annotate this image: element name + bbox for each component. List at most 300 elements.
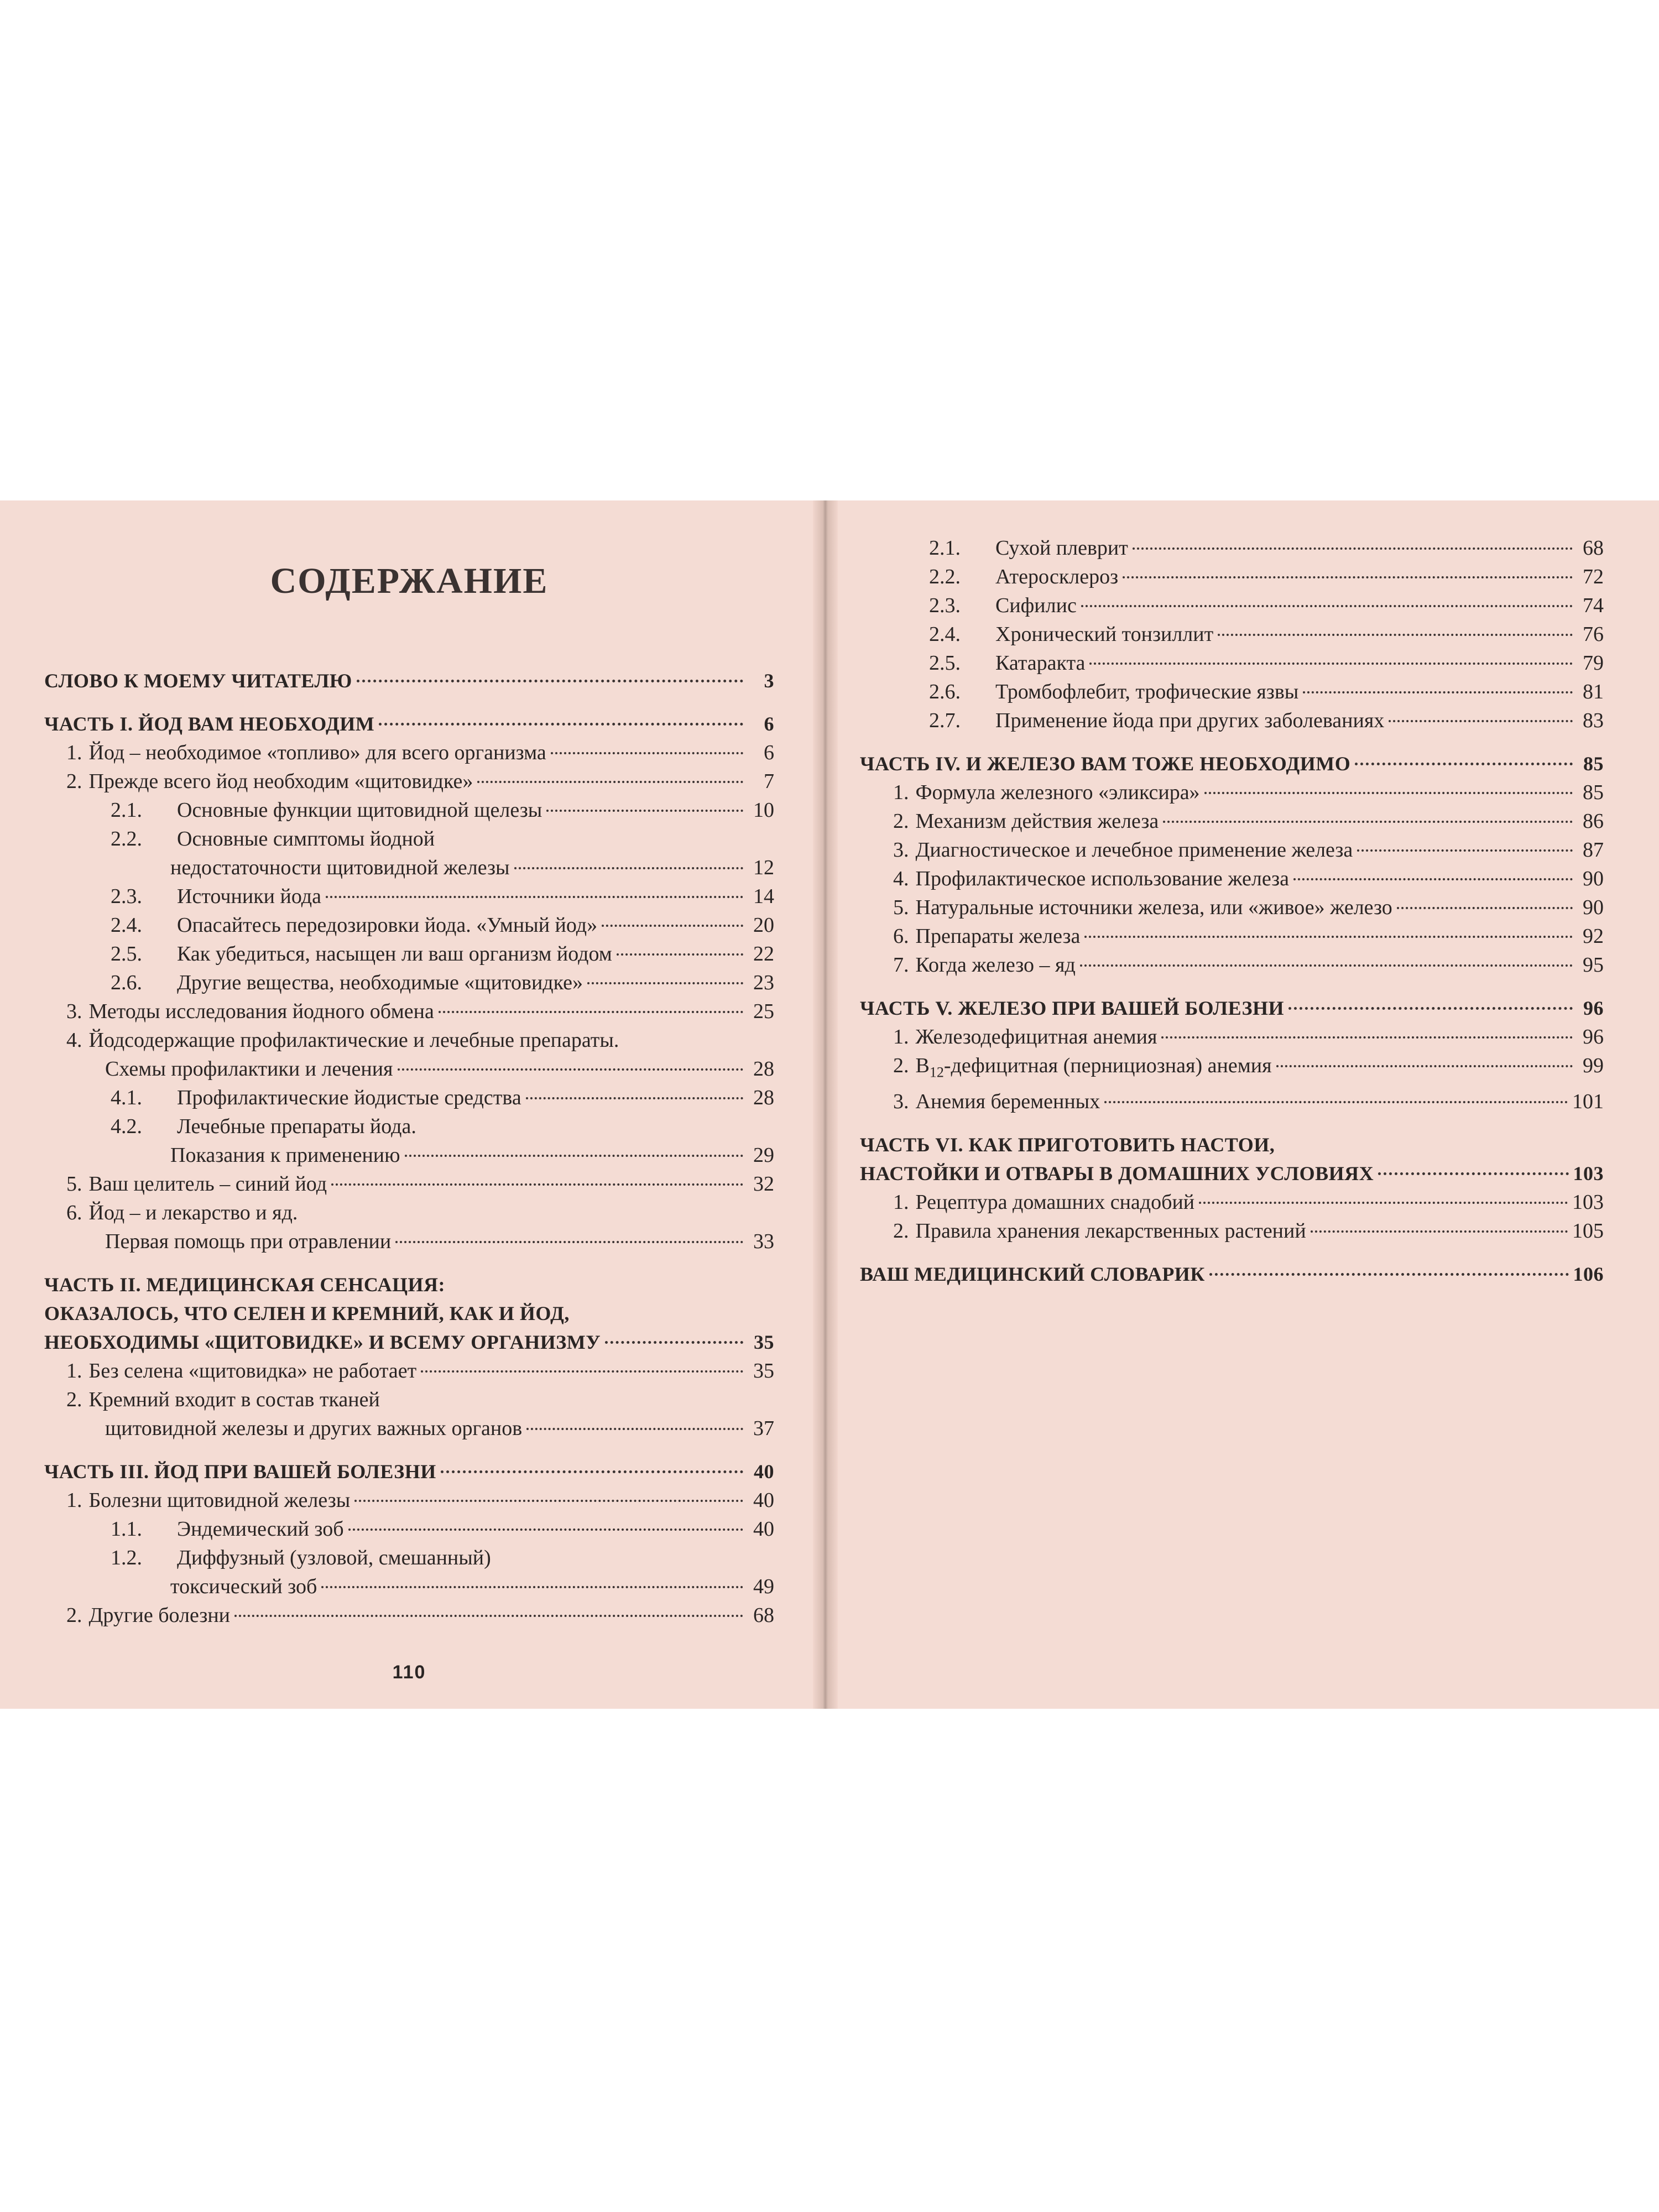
- toc-entry-label: [66, 1198, 298, 1227]
- toc-page-number: 86: [1583, 810, 1604, 833]
- toc-entry[interactable]: [44, 1601, 774, 1630]
- toc-entry-label: [893, 1087, 1100, 1116]
- dot-leader: [1293, 878, 1573, 880]
- toc-page-number: 6: [764, 741, 774, 764]
- dot-leader: [514, 867, 743, 869]
- toc-entry-text: Препараты железа: [915, 925, 1081, 948]
- toc-entry-text: Йод – необходимое «топливо» для всего организма: [88, 741, 546, 764]
- toc-entry-number: 4.: [893, 867, 909, 890]
- page-title: СОДЕРЖАНИЕ: [270, 561, 549, 601]
- toc-page-number: 87: [1583, 838, 1604, 862]
- toc-entry-label: [66, 997, 434, 1026]
- toc-page-number: 14: [753, 885, 774, 908]
- dot-leader: [354, 1500, 743, 1502]
- toc-page-number: 106: [1573, 1262, 1604, 1285]
- dot-leader: [477, 781, 743, 783]
- toc-page-number: 6: [764, 713, 774, 735]
- toc-entry-text: ЧАСТЬ V. ЖЕЛЕЗО ПРИ ВАШЕЙ БОЛЕЗНИ: [860, 997, 1285, 1019]
- dot-leader: [379, 723, 743, 726]
- toc-entry-number: 1.2.: [111, 1546, 142, 1569]
- toc-part-heading[interactable]: [860, 1159, 1604, 1188]
- toc-entry[interactable]: [44, 738, 774, 767]
- toc-page-number: 103: [1573, 1162, 1604, 1185]
- toc-entry[interactable]: [44, 1543, 774, 1572]
- dot-leader: [1303, 691, 1573, 693]
- toc-entry-label: [66, 1385, 380, 1414]
- toc-entry-label: [111, 796, 542, 825]
- toc-entry-text: Основные симптомы йодной: [177, 827, 435, 851]
- toc-entry-text: Профилактическое использование железа: [915, 867, 1290, 890]
- toc-entry-text: токсический зоб: [170, 1575, 317, 1598]
- toc-page-number: 68: [1583, 536, 1604, 560]
- section-gap: [860, 979, 1604, 994]
- toc-entry-label: [929, 649, 1085, 677]
- toc-page-number: 35: [753, 1359, 774, 1383]
- toc-entry-text: Сухой плеврит: [995, 536, 1128, 560]
- toc-entry-label: [44, 1328, 601, 1357]
- toc-entry[interactable]: [44, 1112, 774, 1141]
- toc-right: [860, 534, 1604, 1288]
- toc-entry-text: Сифилис: [995, 594, 1077, 617]
- left-page: [0, 500, 818, 1709]
- book-gutter: [813, 500, 838, 1709]
- toc-entry-number: 2.: [66, 770, 82, 793]
- toc-page-number: 49: [753, 1575, 774, 1598]
- toc-entry-number: 2.4.: [929, 623, 961, 646]
- toc-entry-text: ВАШ МЕДИЦИНСКИЙ СЛОВАРИК: [860, 1262, 1205, 1285]
- dot-leader: [1204, 792, 1573, 794]
- right-page: [838, 500, 1659, 1709]
- dot-leader: [587, 982, 743, 984]
- toc-entry[interactable]: [860, 1188, 1604, 1217]
- dot-leader: [395, 1241, 743, 1243]
- toc-entry[interactable]: [860, 706, 1604, 735]
- toc-entry-label: [66, 1170, 327, 1198]
- toc-entry-label: [893, 1051, 1272, 1087]
- toc-entry[interactable]: [860, 922, 1604, 951]
- dot-leader: [617, 953, 743, 956]
- toc-entry-label: [170, 1141, 400, 1170]
- toc-page-number: 35: [754, 1331, 774, 1353]
- toc-entry-number: 6.: [893, 925, 909, 948]
- toc-entry-text: Йод – и лекарство и яд.: [88, 1201, 298, 1224]
- toc-entry-text: НЕОБХОДИМЫ «ЩИТОВИДКЕ» И ВСЕМУ ОРГАНИЗМУ: [44, 1331, 601, 1353]
- toc-entry-number: 2.1.: [111, 799, 142, 822]
- toc-entry-label: [893, 922, 1080, 951]
- toc-entry-text: Железодефицитная анемия: [915, 1025, 1157, 1048]
- toc-entry-text: Другие болезни: [88, 1604, 231, 1627]
- dot-leader: [1378, 1172, 1568, 1175]
- toc-entry-label: [860, 1134, 1275, 1156]
- toc-part-heading[interactable]: [860, 749, 1604, 778]
- toc-part-heading[interactable]: [44, 1299, 774, 1328]
- dot-leader: [421, 1370, 743, 1373]
- toc-entry-number: 2.: [66, 1604, 82, 1627]
- toc-entry[interactable]: [44, 1385, 774, 1414]
- toc-entry-number: 2.: [893, 1054, 909, 1077]
- book-spread: [0, 500, 1659, 1709]
- toc-entry-text: Опасайтесь передозировки йода. «Умный йод»: [177, 914, 598, 937]
- toc-entry-label: [44, 709, 374, 738]
- dot-leader: [1084, 936, 1573, 938]
- toc-page-number: 33: [753, 1230, 774, 1253]
- toc-page-number: 105: [1572, 1219, 1604, 1243]
- dot-leader: [326, 896, 743, 898]
- dot-leader: [405, 1155, 743, 1157]
- toc-entry-label: [66, 1357, 416, 1385]
- dot-leader: [398, 1068, 743, 1071]
- toc-entry-text: Основные функции щитовидной щелезы: [177, 799, 542, 822]
- toc-entry-text: Первая помощь при отравлении: [105, 1230, 392, 1253]
- toc-entry-label: [111, 968, 583, 997]
- toc-entry-label: [111, 1543, 491, 1572]
- toc-page-number: 85: [1583, 753, 1604, 775]
- dot-leader: [526, 1428, 743, 1430]
- toc-page-number: 10: [753, 799, 774, 822]
- toc-page-number: 28: [753, 1057, 774, 1081]
- dot-leader: [1161, 1036, 1573, 1039]
- toc-left: [44, 666, 774, 1630]
- toc-page-number: 25: [753, 1000, 774, 1023]
- toc-entry-text: Без селена «щитовидка» не работает: [88, 1359, 417, 1383]
- toc-entry[interactable]: [44, 796, 774, 825]
- toc-page-number: 99: [1583, 1054, 1604, 1077]
- toc-page-number: 3: [764, 670, 774, 692]
- toc-page-number: 92: [1583, 925, 1604, 948]
- toc-entry-text: ЧАСТЬ VI. КАК ПРИГОТОВИТЬ НАСТОИ,: [860, 1133, 1275, 1156]
- toc-entry[interactable]: [860, 1051, 1604, 1087]
- toc-entry[interactable]: [44, 1055, 774, 1083]
- toc-entry-number: 2.5.: [111, 942, 142, 966]
- toc-page-number: 23: [753, 971, 774, 994]
- toc-entry-number: 3.: [893, 1089, 909, 1113]
- toc-entry-text: ЧАСТЬ IV. И ЖЕЛЕЗО ВАМ ТОЖЕ НЕОБХОДИМО: [860, 753, 1351, 775]
- toc-page-number: 72: [1583, 565, 1604, 588]
- dot-leader: [546, 810, 743, 812]
- toc-entry[interactable]: [44, 1083, 774, 1112]
- dot-leader: [1288, 1007, 1573, 1010]
- toc-entry-text: ЧАСТЬ I. ЙОД ВАМ НЕОБХОДИМ: [44, 713, 375, 735]
- toc-entry-text: Источники йода: [177, 885, 321, 908]
- dot-leader: [1123, 576, 1573, 578]
- dot-leader: [1355, 763, 1573, 765]
- section-gap: [860, 1245, 1604, 1260]
- toc-entry-label: [66, 738, 546, 767]
- toc-entry-number: 2.7.: [929, 709, 961, 732]
- toc-entry-text: Болезни щитовидной железы: [88, 1489, 351, 1512]
- toc-entry[interactable]: [44, 825, 774, 853]
- toc-entry-number: 2.3.: [111, 885, 142, 908]
- toc-entry[interactable]: [860, 893, 1604, 922]
- toc-page-number: 96: [1583, 1025, 1604, 1048]
- toc-entry[interactable]: [860, 807, 1604, 836]
- toc-entry-text: Диагностическое и лечебное применение железа: [915, 838, 1353, 862]
- toc-entry[interactable]: [44, 1170, 774, 1198]
- toc-entry-text: Хронический тонзиллит: [995, 623, 1214, 646]
- dot-leader: [1081, 605, 1573, 607]
- toc-part-heading[interactable]: [860, 1130, 1604, 1159]
- toc-entry-label: [105, 1227, 391, 1256]
- dot-leader: [1133, 547, 1573, 550]
- toc-entry-label: [44, 1274, 445, 1296]
- toc-entry-label: [893, 1022, 1157, 1051]
- toc-entry-text: НАСТОЙКИ И ОТВАРЫ В ДОМАШНИХ УСЛОВИЯХ: [860, 1162, 1374, 1185]
- toc-entry-text: Тромбофлебит, трофические язвы: [995, 680, 1299, 703]
- dot-leader: [357, 680, 743, 682]
- toc-entry-number: 2.6.: [111, 971, 142, 994]
- toc-entry[interactable]: [860, 649, 1604, 677]
- toc-entry[interactable]: [44, 968, 774, 997]
- toc-entry[interactable]: [860, 951, 1604, 979]
- toc-entry-text: Схемы профилактики и лечения: [105, 1057, 393, 1081]
- toc-entry-label: [111, 1083, 521, 1112]
- toc-entry-number: 4.2.: [111, 1115, 142, 1138]
- section-gap: [44, 695, 774, 709]
- dot-leader: [1199, 1202, 1568, 1204]
- toc-entry-text: Формула железного «эликсира»: [915, 781, 1200, 804]
- toc-part-heading[interactable]: [44, 1270, 774, 1299]
- toc-entry-label: [44, 666, 352, 695]
- toc-entry-text: ЧАСТЬ II. МЕДИЦИНСКАЯ СЕНСАЦИЯ:: [44, 1274, 446, 1296]
- toc-entry-text: Прежде всего йод необходим «щитовидке»: [88, 770, 473, 793]
- toc-entry-text: Анемия беременных: [915, 1089, 1100, 1113]
- toc-entry-number: 1.: [893, 1025, 909, 1048]
- dot-leader: [602, 925, 743, 927]
- toc-entry-number: 2.5.: [929, 651, 961, 675]
- toc-entry-label: [111, 1515, 344, 1543]
- toc-entry[interactable]: [860, 778, 1604, 807]
- toc-page-number: 83: [1583, 709, 1604, 732]
- toc-page-number: 81: [1583, 680, 1604, 703]
- section-gap: [860, 735, 1604, 749]
- toc-entry-text: Йодсодержащие профилактические и лечебные препараты.: [88, 1029, 619, 1052]
- toc-entry[interactable]: [44, 1357, 774, 1385]
- toc-entry-label: [929, 677, 1298, 706]
- toc-entry-text: Показания к применению: [170, 1144, 400, 1167]
- toc-entry[interactable]: [860, 1217, 1604, 1245]
- toc-entry-label: [893, 864, 1289, 893]
- toc-page-number: 76: [1583, 623, 1604, 646]
- toc-entry-number: 3.: [66, 1000, 82, 1023]
- toc-entry-number: 6.: [66, 1201, 82, 1224]
- toc-part-heading[interactable]: [44, 709, 774, 738]
- toc-entry-number: 5.: [893, 896, 909, 919]
- toc-page-number: 40: [754, 1460, 774, 1483]
- toc-entry-number: 2.1.: [929, 536, 961, 560]
- dot-leader: [1397, 907, 1573, 909]
- dot-leader: [551, 752, 743, 754]
- toc-entry-text: Методы исследования йодного обмена: [88, 1000, 434, 1023]
- toc-page-number: 79: [1583, 651, 1604, 675]
- toc-page-number: 40: [753, 1517, 774, 1541]
- toc-entry[interactable]: [44, 911, 774, 940]
- toc-entry-label: [893, 1217, 1306, 1245]
- toc-page-number: 85: [1583, 781, 1604, 804]
- toc-entry-text: Рецептура домашних снадобий: [915, 1190, 1195, 1214]
- toc-entry-number: 1.: [893, 781, 909, 804]
- dot-leader: [605, 1341, 743, 1344]
- toc-entry-number: 4.1.: [111, 1086, 142, 1109]
- toc-page-number: 7: [764, 770, 774, 793]
- toc-entry[interactable]: [44, 767, 774, 796]
- toc-page-number: 40: [753, 1489, 774, 1512]
- toc-entry-text: Лечебные препараты йода.: [177, 1115, 416, 1138]
- dot-leader: [1089, 662, 1573, 665]
- toc-entry[interactable]: [44, 853, 774, 882]
- toc-entry-label: [170, 853, 510, 882]
- toc-entry-text: Как убедиться, насыщен ли ваш организм йодом: [177, 942, 612, 966]
- section-gap: [44, 1443, 774, 1457]
- toc-entry-label: [929, 620, 1213, 649]
- dot-leader: [526, 1097, 743, 1099]
- section-gap: [860, 1116, 1604, 1130]
- page-number: 110: [392, 1662, 426, 1683]
- toc-page-number: 90: [1583, 867, 1604, 890]
- toc-entry-text: Механизм действия железа: [915, 810, 1159, 833]
- dot-leader: [1276, 1065, 1573, 1067]
- toc-entry-label: [111, 825, 435, 853]
- toc-entry[interactable]: [44, 882, 774, 911]
- toc-entry-label: [929, 706, 1384, 735]
- toc-entry-number: 3.: [893, 838, 909, 862]
- toc-entry-number: 1.1.: [111, 1517, 142, 1541]
- toc-entry-text: Атеросклероз: [995, 565, 1119, 588]
- toc-page-number: 20: [753, 914, 774, 937]
- toc-entry[interactable]: [860, 677, 1604, 706]
- toc-entry-text: Ваш целитель – синий йод: [88, 1172, 327, 1196]
- toc-entry-label: [860, 749, 1350, 778]
- toc-entry-number: 4.: [66, 1029, 82, 1052]
- toc-entry-label: [44, 1302, 570, 1324]
- toc-entry-text: Применение йода при других заболеваниях: [995, 709, 1385, 732]
- toc-entry-label: [66, 1601, 230, 1630]
- toc-page-number: 28: [753, 1086, 774, 1109]
- toc-entry[interactable]: [44, 940, 774, 968]
- toc-entry[interactable]: [44, 997, 774, 1026]
- toc-entry-label: [170, 1572, 317, 1601]
- toc-page-number: 32: [753, 1172, 774, 1196]
- toc-entry-number: 2.3.: [929, 594, 961, 617]
- toc-entry-text: СЛОВО К МОЕМУ ЧИТАТЕЛЮ: [44, 670, 352, 692]
- toc-entry-label: [893, 778, 1200, 807]
- toc-entry-number: 7.: [893, 953, 909, 977]
- toc-part-heading[interactable]: [44, 1457, 774, 1486]
- toc-entry-label: [893, 893, 1392, 922]
- toc-entry[interactable]: [860, 534, 1604, 562]
- toc-entry-label: [929, 562, 1118, 591]
- toc-page-number: 74: [1583, 594, 1604, 617]
- toc-entry[interactable]: [44, 1414, 774, 1443]
- toc-part-heading[interactable]: [860, 1260, 1604, 1288]
- toc-entry-label: [893, 1188, 1194, 1217]
- toc-part-heading[interactable]: [44, 1328, 774, 1357]
- toc-entry-label: [111, 911, 597, 940]
- toc-entry-label: [893, 836, 1353, 864]
- toc-entry-number: 2.: [893, 1219, 909, 1243]
- toc-page-number: 22: [753, 942, 774, 966]
- toc-entry-label: [111, 940, 612, 968]
- toc-entry[interactable]: [44, 1026, 774, 1055]
- toc-entry-label: [929, 534, 1128, 562]
- toc-entry[interactable]: [860, 864, 1604, 893]
- toc-entry[interactable]: [44, 1572, 774, 1601]
- toc-entry[interactable]: [860, 562, 1604, 591]
- toc-entry[interactable]: [44, 1141, 774, 1170]
- toc-entry-number: 1.: [66, 1359, 82, 1383]
- toc-entry-text: недостаточности щитовидной железы: [170, 856, 510, 879]
- toc-entry-number: 5.: [66, 1172, 82, 1196]
- dot-leader: [441, 1470, 743, 1473]
- toc-page-number: 103: [1572, 1190, 1604, 1214]
- toc-entry[interactable]: [860, 591, 1604, 620]
- toc-part-heading[interactable]: [860, 994, 1604, 1022]
- toc-page-number: 68: [753, 1604, 774, 1627]
- toc-entry-label: [893, 951, 1076, 979]
- toc-entry[interactable]: [860, 1022, 1604, 1051]
- toc-part-heading[interactable]: [44, 666, 774, 695]
- toc-page-number: 37: [753, 1417, 774, 1440]
- subscript: 12: [929, 1064, 944, 1081]
- toc-entry-text: Другие вещества, необходимые «щитовидке»: [177, 971, 583, 994]
- toc-page-number: 12: [753, 856, 774, 879]
- toc-entry[interactable]: [860, 620, 1604, 649]
- toc-entry-text: -дефицитная (пернициозная) анемия: [943, 1054, 1272, 1077]
- dot-leader: [439, 1011, 743, 1013]
- toc-page-number: 101: [1572, 1089, 1604, 1113]
- toc-entry[interactable]: [44, 1486, 774, 1515]
- toc-entry-label: [66, 1486, 350, 1515]
- toc-entry-text: ОКАЗАЛОСЬ, ЧТО СЕЛЕН И КРЕМНИЙ, КАК И ЙОД,: [44, 1302, 570, 1324]
- toc-entry-label: [105, 1414, 522, 1443]
- toc-entry-label: [860, 1159, 1374, 1188]
- toc-entry-text: Диффузный (узловой, смешанный): [177, 1546, 491, 1569]
- toc-entry-text: Катаракта: [995, 651, 1086, 675]
- toc-entry-label: [111, 882, 321, 911]
- dot-leader: [1311, 1230, 1568, 1233]
- toc-entry[interactable]: [860, 836, 1604, 864]
- dot-leader: [1080, 964, 1573, 967]
- toc-page-number: 90: [1583, 896, 1604, 919]
- toc-entry-text: Профилактические йодистые средства: [177, 1086, 521, 1109]
- toc-entry-number: 2.2.: [111, 827, 142, 851]
- toc-entry-number: 1.: [66, 741, 82, 764]
- dot-leader: [1209, 1273, 1569, 1276]
- toc-entry-label: [860, 994, 1284, 1022]
- toc-entry[interactable]: [44, 1198, 774, 1227]
- dot-leader: [1104, 1101, 1568, 1103]
- toc-entry-number: 2.: [66, 1388, 82, 1411]
- toc-entry-label: [66, 767, 473, 796]
- toc-entry-number: 2.: [893, 810, 909, 833]
- toc-entry-label: [929, 591, 1077, 620]
- dot-leader: [348, 1528, 743, 1531]
- toc-entry[interactable]: [44, 1515, 774, 1543]
- toc-entry-text: Натуральные источники железа, или «живое» железо: [915, 896, 1392, 919]
- toc-entry-label: [893, 807, 1159, 836]
- toc-page-number: 95: [1583, 953, 1604, 977]
- toc-page-number: 96: [1583, 997, 1604, 1019]
- toc-entry-label: [66, 1026, 619, 1055]
- section-gap: [44, 1256, 774, 1270]
- toc-entry-text: щитовидной железы и других важных органов: [105, 1417, 523, 1440]
- toc-entry-text: ЧАСТЬ III. ЙОД ПРИ ВАШЕЙ БОЛЕЗНИ: [44, 1460, 436, 1483]
- toc-entry[interactable]: [860, 1087, 1604, 1116]
- toc-entry[interactable]: [44, 1227, 774, 1256]
- toc-entry-text: Когда железо – яд: [915, 953, 1076, 977]
- toc-entry-number: 2.2.: [929, 565, 961, 588]
- toc-entry-number: 2.6.: [929, 680, 961, 703]
- dot-leader: [331, 1183, 743, 1186]
